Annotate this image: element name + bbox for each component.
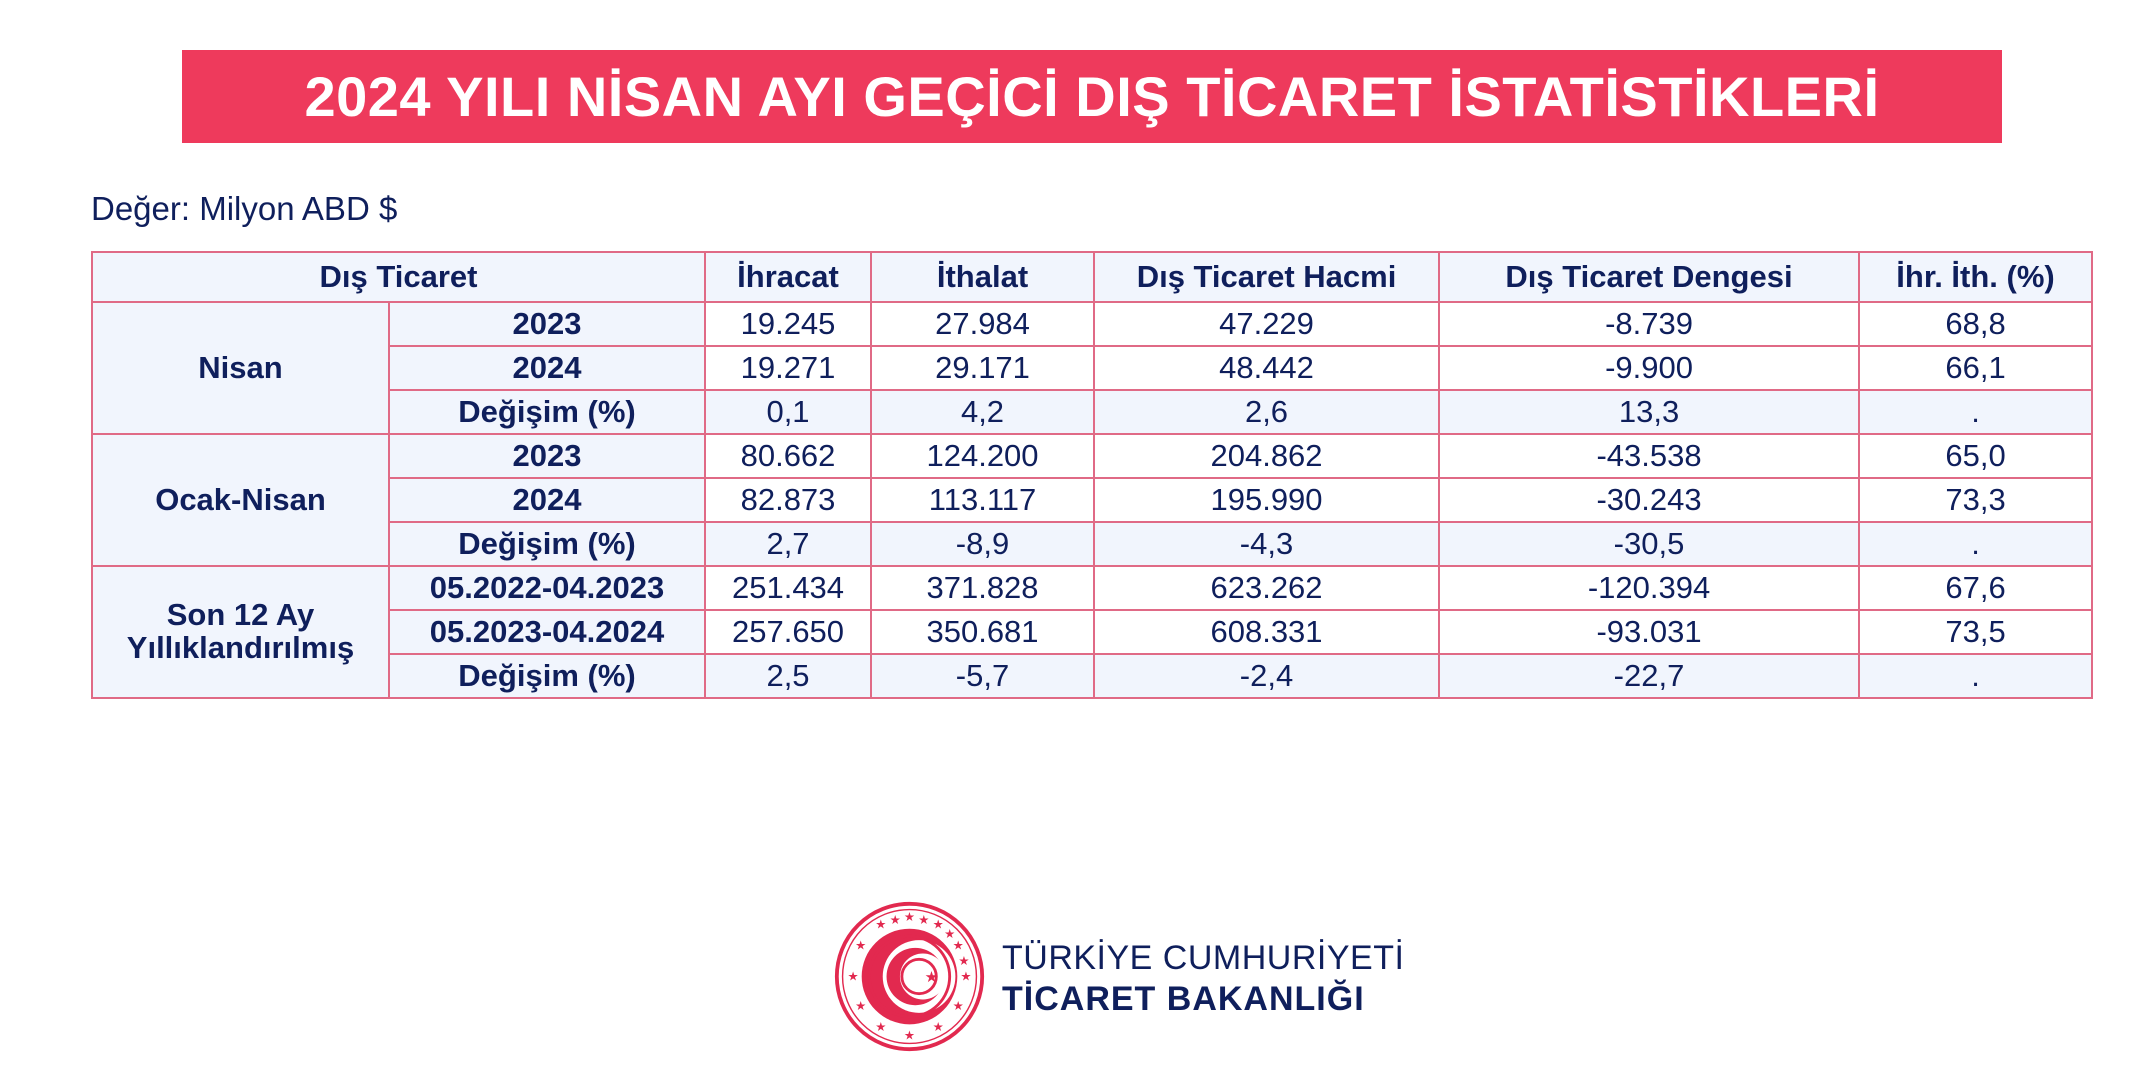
- svg-text:★: ★: [875, 916, 887, 932]
- header-hacim: Dış Ticaret Hacmi: [1094, 252, 1439, 302]
- cell-ihracat: 82.873: [705, 478, 871, 522]
- svg-text:★: ★: [903, 1027, 916, 1043]
- cell-ihr-ith: 65,0: [1859, 434, 2092, 478]
- cell-denge: -43.538: [1439, 434, 1859, 478]
- table-row: [92, 434, 2092, 478]
- cell-ihracat: 257.650: [705, 610, 871, 654]
- row-label: 2024: [389, 478, 705, 522]
- ministry-logo: [833, 900, 1404, 1058]
- header-ithalat: İthalat: [871, 252, 1094, 302]
- ministry-name-line2: TİCARET BAKANLIĞI: [1002, 980, 1365, 1018]
- cell-ihracat: 0,1: [705, 390, 871, 434]
- cell-denge: -9.900: [1439, 346, 1859, 390]
- row-label: 2024: [389, 346, 705, 390]
- table-row: [92, 302, 2092, 346]
- row-label: 05.2022-04.2023: [389, 566, 705, 610]
- row-label: Değişim (%): [389, 390, 705, 434]
- row-label: 05.2023-04.2024: [389, 610, 705, 654]
- cell-ihracat: 80.662: [705, 434, 871, 478]
- cell-denge: -30.243: [1439, 478, 1859, 522]
- cell-ihr-ith: .: [1859, 522, 2092, 566]
- header-row: [92, 252, 2092, 302]
- cell-ihr-ith: .: [1859, 654, 2092, 698]
- cell-ithalat: 29.171: [871, 346, 1094, 390]
- group-label-ocak-nisan: Ocak-Nisan: [92, 434, 389, 566]
- cell-hacim: 195.990: [1094, 478, 1439, 522]
- cell-denge: 13,3: [1439, 390, 1859, 434]
- trade-stats-table: [91, 251, 2093, 699]
- cell-ithalat: 4,2: [871, 390, 1094, 434]
- ministry-emblem-icon: [833, 900, 986, 1058]
- cell-ihr-ith: 73,5: [1859, 610, 2092, 654]
- cell-hacim: 204.862: [1094, 434, 1439, 478]
- cell-ithalat: 371.828: [871, 566, 1094, 610]
- cell-denge: -93.031: [1439, 610, 1859, 654]
- row-label: Değişim (%): [389, 654, 705, 698]
- header-ihracat: İhracat: [705, 252, 871, 302]
- table-row: [92, 346, 2092, 390]
- svg-text:★: ★: [952, 997, 964, 1013]
- cell-ihracat: 251.434: [705, 566, 871, 610]
- cell-ihracat: 19.271: [705, 346, 871, 390]
- svg-text:★: ★: [918, 911, 930, 927]
- table-row: [92, 390, 2092, 434]
- cell-hacim: -2,4: [1094, 654, 1439, 698]
- cell-denge: -120.394: [1439, 566, 1859, 610]
- cell-ithalat: 350.681: [871, 610, 1094, 654]
- cell-denge: -22,7: [1439, 654, 1859, 698]
- svg-text:★: ★: [944, 926, 956, 942]
- svg-text:★: ★: [958, 953, 970, 969]
- cell-hacim: 623.262: [1094, 566, 1439, 610]
- svg-text:★: ★: [960, 968, 972, 984]
- cell-hacim: 608.331: [1094, 610, 1439, 654]
- svg-text:★: ★: [903, 909, 916, 925]
- svg-text:★: ★: [847, 968, 859, 984]
- title-banner: [182, 50, 2002, 143]
- cell-ihracat: 2,5: [705, 654, 871, 698]
- cell-denge: -30,5: [1439, 522, 1859, 566]
- header-dis-ticaret: Dış Ticaret: [92, 252, 705, 302]
- cell-hacim: -4,3: [1094, 522, 1439, 566]
- cell-ithalat: 113.117: [871, 478, 1094, 522]
- row-label: 2023: [389, 302, 705, 346]
- page-title: 2024 YILI NİSAN AYI GEÇİCİ DIŞ TİCARET İSTATİSTİKLERİ: [304, 65, 1880, 128]
- cell-ihr-ith: .: [1859, 390, 2092, 434]
- group-label-son-12-ay: [92, 566, 389, 698]
- header-denge: Dış Ticaret Dengesi: [1439, 252, 1859, 302]
- cell-ihr-ith: 68,8: [1859, 302, 2092, 346]
- ministry-name-line1: TÜRKİYE CUMHURİYETİ: [1002, 939, 1405, 977]
- table-row: [92, 478, 2092, 522]
- table-row: [92, 566, 2092, 610]
- group-label-nisan: Nisan: [92, 302, 389, 434]
- cell-ithalat: -5,7: [871, 654, 1094, 698]
- row-label: Değişim (%): [389, 522, 705, 566]
- svg-text:★: ★: [889, 911, 901, 927]
- svg-text:★: ★: [924, 968, 939, 987]
- row-label: 2023: [389, 434, 705, 478]
- header-ihr-ith: İhr. İth. (%): [1859, 252, 2092, 302]
- cell-hacim: 2,6: [1094, 390, 1439, 434]
- cell-ihr-ith: 66,1: [1859, 346, 2092, 390]
- ministry-name: [1002, 939, 1404, 1019]
- cell-ithalat: 27.984: [871, 302, 1094, 346]
- cell-hacim: 47.229: [1094, 302, 1439, 346]
- table-row: [92, 522, 2092, 566]
- cell-hacim: 48.442: [1094, 346, 1439, 390]
- group-label-line2: Yıllıklandırılmış: [126, 630, 355, 665]
- group-label-line1: Son 12 Ay: [166, 597, 315, 633]
- table-row: [92, 610, 2092, 654]
- svg-text:★: ★: [952, 937, 964, 953]
- svg-text:★: ★: [875, 1019, 887, 1035]
- cell-ihr-ith: 73,3: [1859, 478, 2092, 522]
- cell-ithalat: 124.200: [871, 434, 1094, 478]
- cell-denge: -8.739: [1439, 302, 1859, 346]
- cell-ihracat: 2,7: [705, 522, 871, 566]
- svg-text:★: ★: [855, 937, 867, 953]
- svg-text:★: ★: [932, 916, 944, 932]
- unit-label: Değer: Milyon ABD $: [91, 190, 398, 227]
- table-row: [92, 654, 2092, 698]
- cell-ithalat: -8,9: [871, 522, 1094, 566]
- svg-text:★: ★: [932, 1019, 944, 1035]
- svg-text:★: ★: [855, 997, 867, 1013]
- cell-ihracat: 19.245: [705, 302, 871, 346]
- cell-ihr-ith: 67,6: [1859, 566, 2092, 610]
